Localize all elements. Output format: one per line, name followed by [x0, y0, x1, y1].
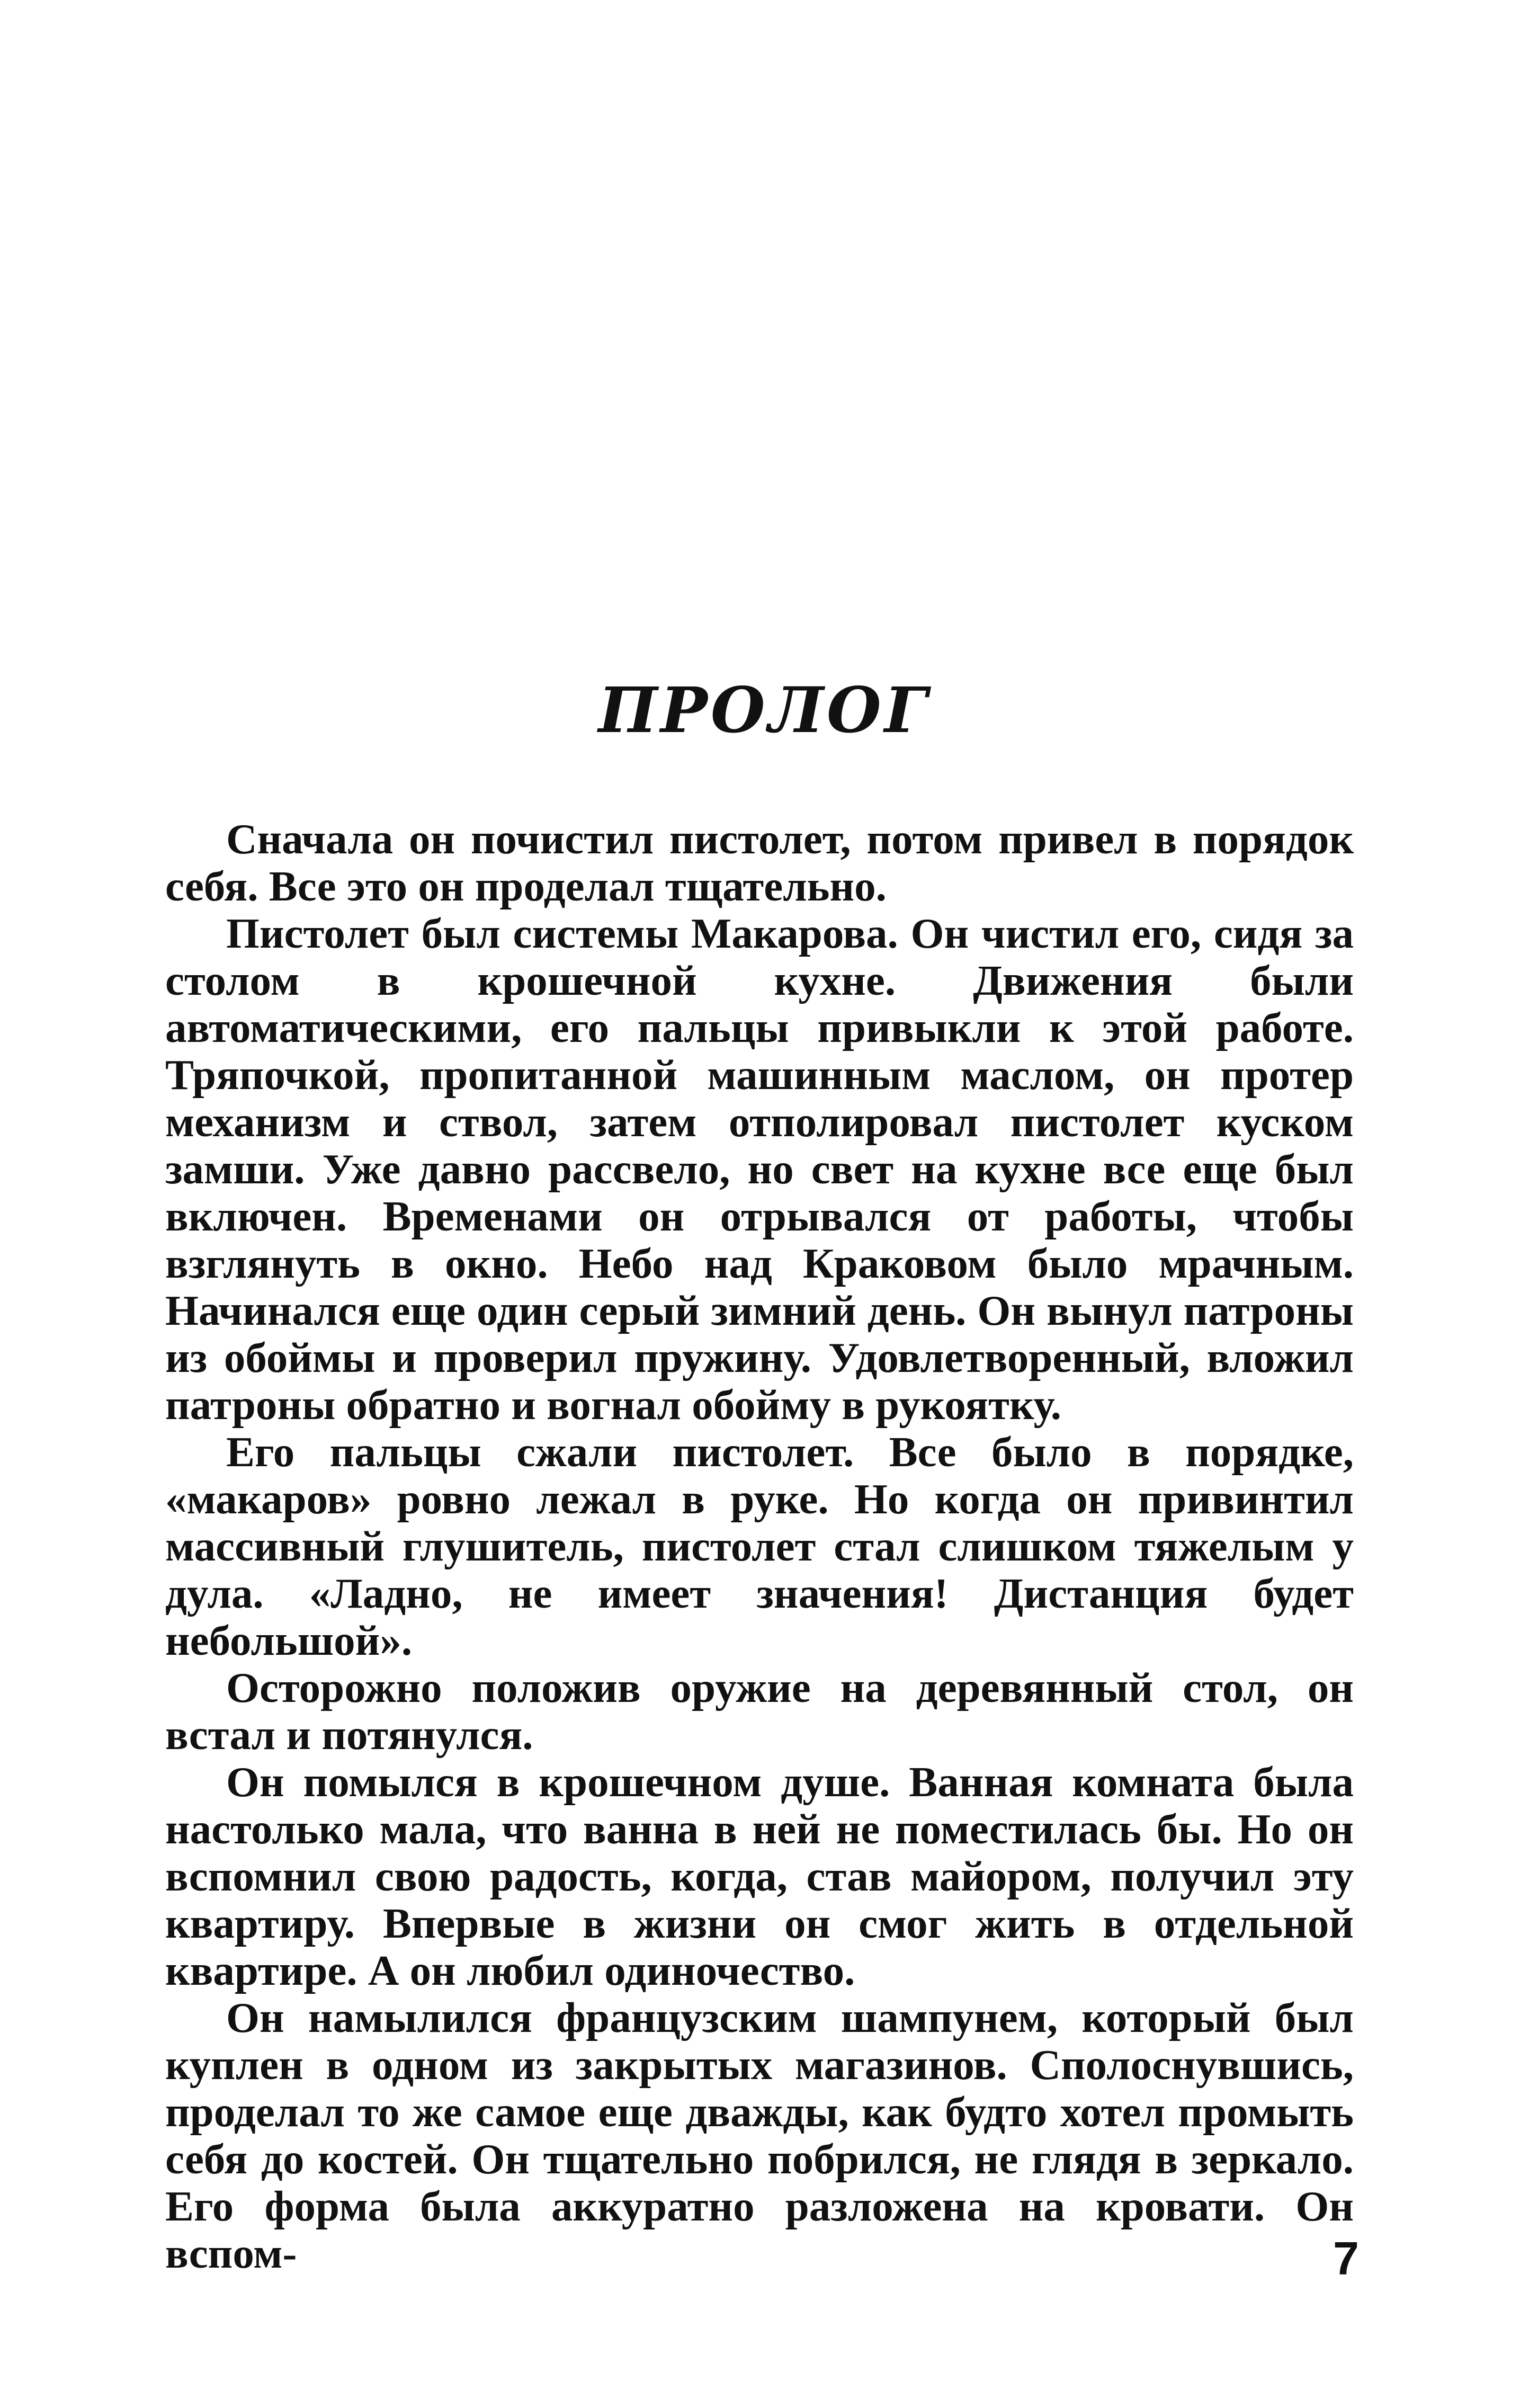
- paragraph: Осторожно положив оружие на деревянный стол, он встал и потянулся.: [165, 1664, 1354, 1759]
- body-text: [165, 816, 1354, 2277]
- page-number: 7: [1333, 2232, 1359, 2285]
- paragraph: Его пальцы сжали пистолет. Все было в порядке, «макаров» ровно лежал в руке. Но когда он привинтил массивный глушитель, пистолет стал слишком тяжелым у дула. «Ладно, не имеет значения! Дистанция будет небольшой».: [165, 1428, 1354, 1664]
- paragraph: Он намылился французским шампунем, который был куплен в одном из закрытых магазинов. Сполоснувшись, проделал то же самое еще дважды, как будто хотел промыть себя до костей. Он тщательно побрился, не глядя в зеркало. Его форма была аккуратно разложена на кровати. Он вспом-: [165, 1994, 1354, 2277]
- paragraph: Сначала он почистил пистолет, потом привел в порядок себя. Все это он проделал тщательно.: [165, 815, 1354, 910]
- chapter-heading: ПРОЛОГ: [598, 673, 931, 747]
- paragraph: Он помылся в крошечном душе. Ванная комната была настолько мала, что ванна в ней не поместилась бы. Но он вспомнил свою радость, когда, став майором, получил эту квартиру. Впервые в жизни он смог жить в отдельной квартире. А он любил одиночество.: [165, 1758, 1354, 1994]
- paragraph: Пистолет был системы Макарова. Он чистил его, сидя за столом в крошечной кухне. Движения были автоматическими, его пальцы привыкли к этой работе. Тряпочкой, пропитанной машинным маслом, он протер механизм и ствол, затем отполировал пистолет куском замши. Уже давно рассвело, но свет на кухне все еще был включен. Временами он отрывался от работы, чтобы взглянуть в окно. Небо над Краковом было мрачным. Начинался еще один серый зимний день. Он вынул патроны из обоймы и проверил пружину. Удовлетворенный, вложил патроны обратно и вогнал обойму в рукоятку.: [165, 909, 1354, 1429]
